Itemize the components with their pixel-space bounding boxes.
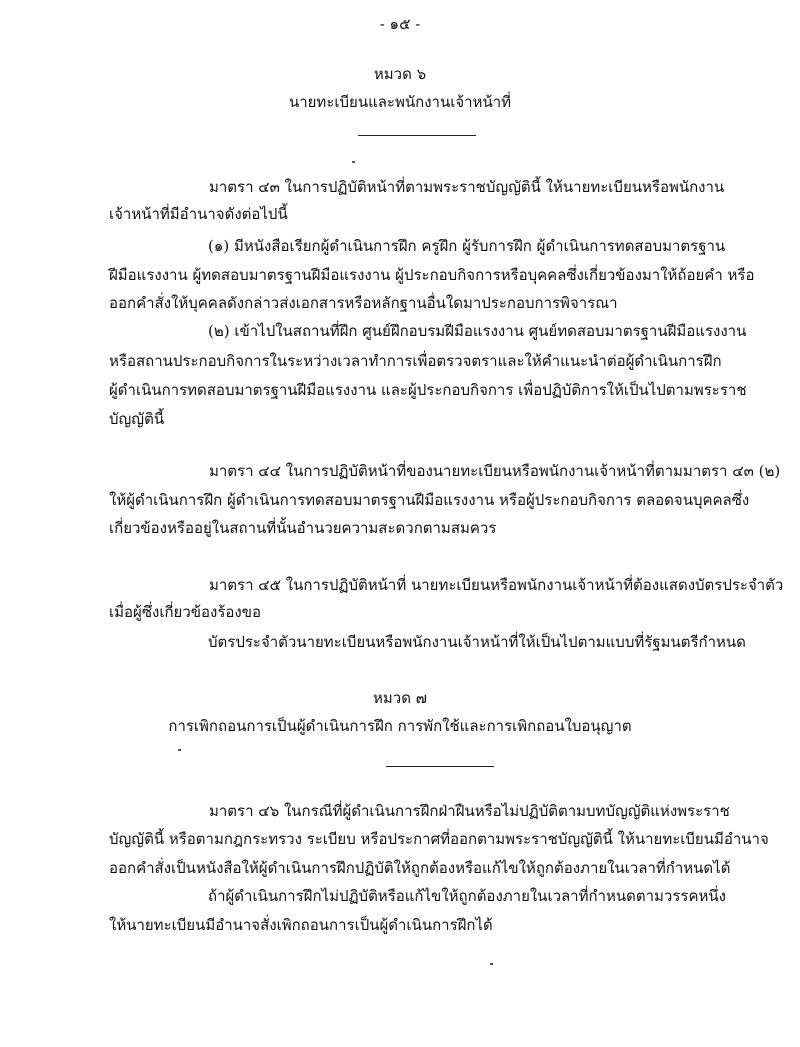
scan-speck: [352, 161, 355, 163]
section-44-line: เกี่ยวข้องหรืออยู่ในสถานที่นั้นอำนวยความสะดวกตามสมควร: [109, 519, 497, 537]
section-43-item-1-line: ฝีมือแรงงาน ผู้ทดสอบมาตรฐานฝีมือแรงงาน ผู้ประกอบกิจการหรือบุคคลซึ่งเกี่ยวข้องมาให้ถ้อยคำ หรือ: [109, 266, 755, 284]
chapter-7-heading: หมวด ๗: [373, 689, 427, 707]
chapter-6-divider: [358, 135, 476, 136]
scan-speck: [178, 749, 181, 751]
section-45-line: บัตรประจำตัวนายทะเบียนหรือพนักงานเจ้าหน้าที่ให้เป็นไปตามแบบที่รัฐมนตรีกำหนด: [208, 633, 746, 651]
section-45-line: มาตรา ๔๕ ในการปฏิบัติหน้าที่ นายทะเบียนหรือพนักงานเจ้าหน้าที่ต้องแสดงบัตรประจำตัว: [209, 576, 784, 594]
section-44-line: ให้ผู้ดำเนินการฝึก ผู้ดำเนินการทดสอบมาตรฐานฝีมือแรงงาน หรือผู้ประกอบกิจการ ตลอดจนบุคคลซึ่ง: [109, 491, 750, 509]
section-46-line: ถ้าผู้ดำเนินการฝึกไม่ปฏิบัติหรือแก้ไขให้ถูกต้องภายในเวลาที่กำหนดตามวรรคหนึ่ง: [208, 887, 726, 905]
section-43-item-2-line: ผู้ดำเนินการทดสอบมาตรฐานฝีมือแรงงาน และผู้ประกอบกิจการ เพื่อปฏิบัติการให้เป็นไปตามพระราช: [109, 381, 747, 399]
section-46-line: มาตรา ๔๖ ในกรณีที่ผู้ดำเนินการฝึกฝ่าฝืนหรือไม่ปฏิบัติตามบทบัญญัติแห่งพระราช: [209, 802, 730, 820]
chapter-6-heading: หมวด ๖: [373, 65, 427, 83]
chapter-6-title: นายทะเบียนและพนักงานเจ้าหน้าที่: [288, 93, 512, 111]
chapter-7-divider: [386, 766, 494, 767]
section-44-line: มาตรา ๔๔ ในการปฏิบัติหน้าที่ของนายทะเบียนหรือพนักงานเจ้าหน้าที่ตามมาตรา ๔๓ (๒): [209, 462, 781, 480]
page-number: - ๑๕ -: [379, 15, 421, 33]
section-46-line: ให้นายทะเบียนมีอำนาจสั่งเพิกถอนการเป็นผู้ดำเนินการฝึกได้: [109, 916, 493, 934]
section-43-line: เจ้าหน้าที่มีอำนาจดังต่อไปนี้: [109, 205, 288, 223]
section-43-item-2-line: หรือสถานประกอบกิจการในระหว่างเวลาทำการเพื่อตรวจตราและให้คำแนะนำต่อผู้ดำเนินการฝึก: [109, 352, 722, 370]
section-43-item-2-line: (๒) เข้าไปในสถานที่ฝึก ศูนย์ฝึกอบรมฝีมือแรงงาน ศูนย์ทดสอบมาตรฐานฝีมือแรงงาน: [208, 322, 747, 340]
section-46-line: ออกคำสั่งเป็นหนังสือให้ผู้ดำเนินการฝึกปฏิบัติให้ถูกต้องหรือแก้ไขให้ถูกต้องภายในเวลาที่กำหนดได้: [109, 859, 731, 877]
section-46-line: บัญญัตินี้ หรือตามกฎกระทรวง ระเบียบ หรือประกาศที่ออกตามพระราชบัญญัตินี้ ให้นายทะเบียนมีอำนาจ: [109, 830, 769, 848]
section-45-line: เมื่อผู้ซึ่งเกี่ยวข้องร้องขอ: [109, 603, 261, 621]
section-43-item-1-line: ออกคำสั่งให้บุคคลดังกล่าวส่งเอกสารหรือหลักฐานอื่นใดมาประกอบการพิจารณา: [109, 294, 618, 312]
chapter-7-title: การเพิกถอนการเป็นผู้ดำเนินการฝึก การพักใช้และการเพิกถอนใบอนุญาต: [168, 717, 632, 735]
section-43-item-1-line: (๑) มีหนังสือเรียกผู้ดำเนินการฝึก ครูฝึก ผู้รับการฝึก ผู้ดำเนินการทดสอบมาตรฐาน: [208, 237, 726, 255]
section-43-line: มาตรา ๔๓ ในการปฏิบัติหน้าที่ตามพระราชบัญญัตินี้ ให้นายทะเบียนหรือพนักงาน: [209, 178, 725, 196]
section-43-item-2-line: บัญญัตินี้: [109, 410, 165, 428]
scan-speck: [490, 963, 493, 965]
